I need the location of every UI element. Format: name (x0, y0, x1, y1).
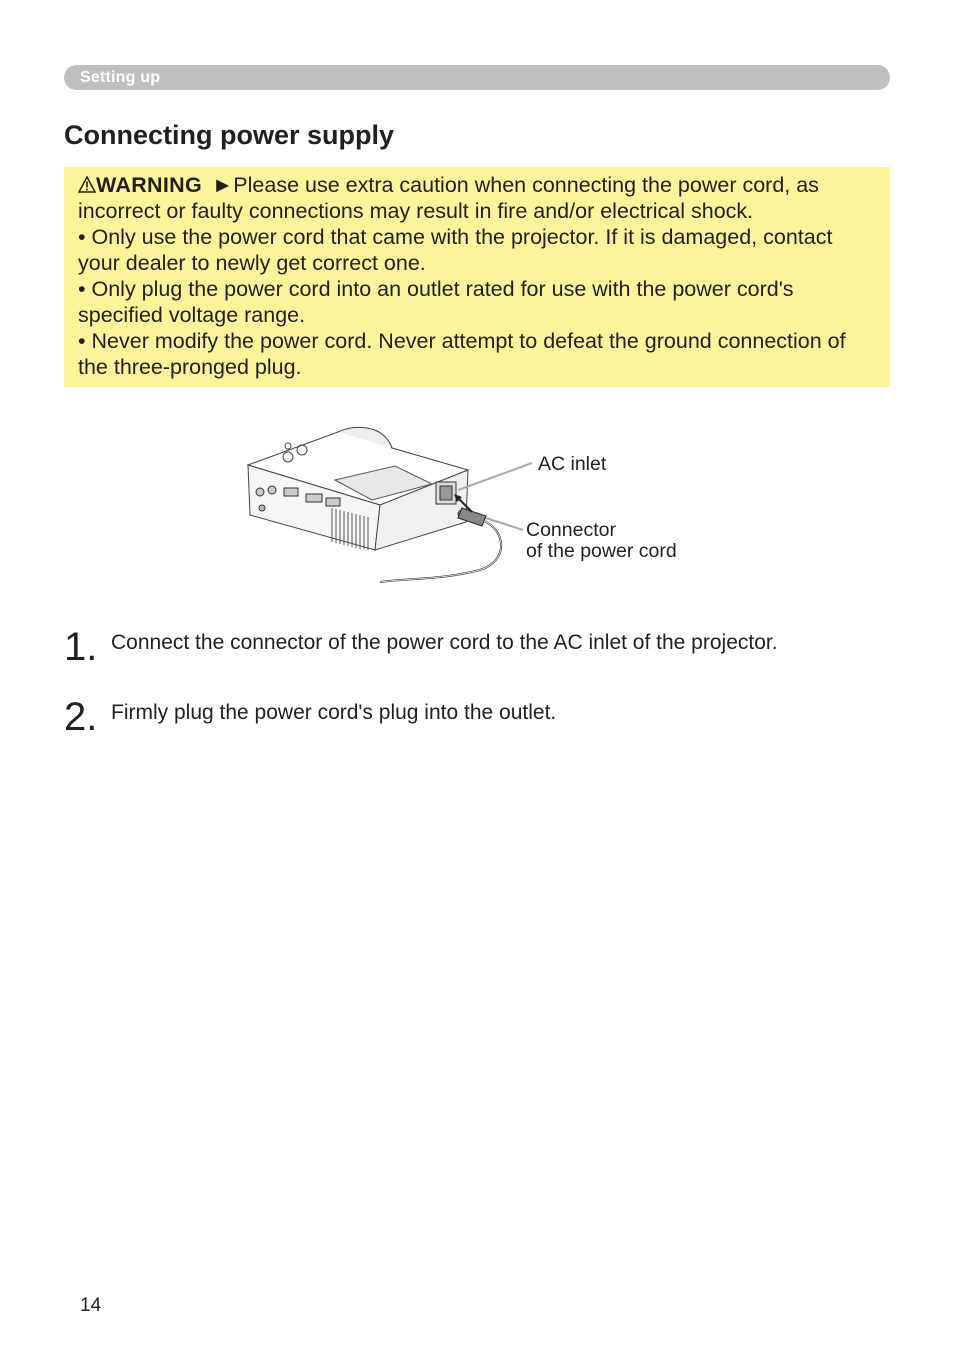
warning-bullet: • Only use the power cord that came with the projector. If it is damaged, contact your dealer to newly get correct one. (78, 225, 833, 275)
page-title: Connecting power supply (64, 120, 395, 150)
ac-inlet-label: AC inlet (538, 453, 607, 475)
section-header-label: Setting up (80, 69, 161, 86)
step-number: 2. (64, 695, 98, 739)
connector-label-line2: of the power cord (526, 540, 677, 562)
section-header-bar (64, 65, 890, 90)
warning-box (64, 167, 890, 387)
page-number: 14 (80, 1295, 102, 1316)
step-text: Firmly plug the power cord's plug into the outlet. (111, 701, 557, 724)
warning-bullet: • Only plug the power cord into an outlet rated for use with the power cord's specified voltage range. (78, 277, 794, 327)
step-text: Connect the connector of the power cord to the AC inlet of the projector. (111, 631, 778, 654)
warning-intro-text: ►Please use extra caution when connecting the power cord, as incorrect or faulty connections may result in fire and/or electrical shock. (78, 173, 819, 223)
warning-intro-paragraph (78, 172, 878, 224)
warning-triangle-icon (78, 176, 96, 193)
projector-power-cord-drawing (240, 420, 720, 595)
warning-bullet: • Never modify the power cord. Never attempt to defeat the ground connection of the three-pronged plug. (78, 329, 846, 379)
ac-inlet-leader-line (458, 463, 532, 490)
projector-illustration (240, 420, 720, 595)
step-number: 1. (64, 625, 98, 669)
connector-leader-line (486, 518, 523, 530)
warning-label: WARNING (96, 173, 203, 197)
connector-label-line1: Connector (526, 519, 616, 541)
